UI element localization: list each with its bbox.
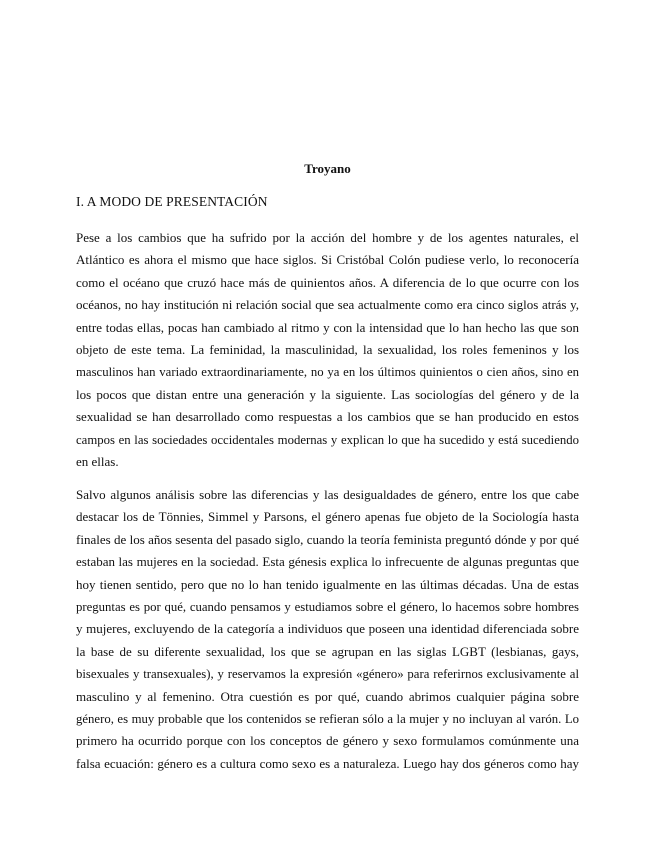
text-line: género, es muy probable que los contenidos se refieran sólo a la mujer y no incluyan al varón. Lo [76, 711, 579, 726]
text-line: entre todas ellas, pocas han cambiado al ritmo y con la intensidad que lo han hecho las que son [76, 319, 579, 335]
text-line: finales de los años sesenta del pasado siglo, cuando la teoría feminista preguntó dónde y por qué [76, 531, 579, 547]
text-line: y mujeres, excluyendo de la categoría a individuos que poseen una identidad diferenciada sobre [76, 621, 579, 637]
text-line: la base de su diferente sexualidad, los que se agrupan en las siglas LGBT (lesbianas, gays, [76, 643, 579, 659]
text-line: campos en las sociedades occidentales modernas y explican lo que ha sucedido y está sucediendo [76, 432, 579, 447]
document-title: Troyano [304, 161, 351, 176]
text-line: Atlántico es ahora el mismo que hace siglos. Si Cristóbal Colón pudiese verlo, lo reconocería [76, 252, 579, 268]
paragraph-2 [76, 484, 579, 775]
text-line: sexualidad se han desarrollado como respuestas a los cambios que se han producido en estos [76, 409, 579, 425]
text-line: destacar los de Tönnies, Simmel y Parsons, el género apenas fue objeto de la Sociología hasta [76, 509, 579, 525]
text-line: primero ha ocurrido porque con los conceptos de género y sexo formulamos comúnmente una [76, 733, 579, 749]
text-line: Pese a los cambios que ha sufrido por la acción del hombre y de los agentes naturales, el [76, 230, 579, 245]
paragraph-1 [76, 227, 579, 473]
text-line: océanos, no hay institución ni relación social que sea actualmente como era cinco siglos atrás y, [76, 297, 579, 313]
text-line: hoy tienen sentido, pero que no lo han tenido igualmente en las últimas décadas. Una de estas [76, 576, 579, 592]
text-line: los pocos que distan entre una generación y la siguiente. Las sociologías del género y de la [76, 386, 579, 402]
text-line: objeto de este tema. La feminidad, la masculinidad, la sexualidad, los roles femeninos y los [76, 341, 579, 357]
text-line: Salvo algunos análisis sobre las diferencias y las desigualdades de género, entre los que cabe [76, 487, 579, 502]
text-line: estaban las mujeres en la sociedad. Esta génesis explica lo infrecuente de algunas preguntas que [76, 554, 579, 570]
section-heading: I. A MODO DE PRESENTACIÓN [76, 194, 268, 209]
text-line: masculinos han variado extraordinariamente, no ya en los últimos quinientos o cien años, sino en [76, 365, 579, 380]
text-line: masculino y al femenino. Otra cuestión es por qué, cuando abrimos cualquier página sobre [76, 688, 579, 704]
text-line: preguntas es por qué, cuando pensamos y estudiamos sobre el género, lo hacemos sobre hombres [76, 599, 579, 614]
text-line: falsa ecuación: género es a cultura como sexo es a naturaleza. Luego hay dos géneros como hay [76, 755, 579, 771]
text-line: en ellas. [76, 453, 119, 469]
text-line: bisexuales y transexuales), y reservamos la expresión «género» para referirnos exclusivamente al [76, 667, 579, 682]
text-line: como el océano que cruzó hace más de quinientos años. A diferencia de lo que ocurre con los [76, 274, 579, 290]
